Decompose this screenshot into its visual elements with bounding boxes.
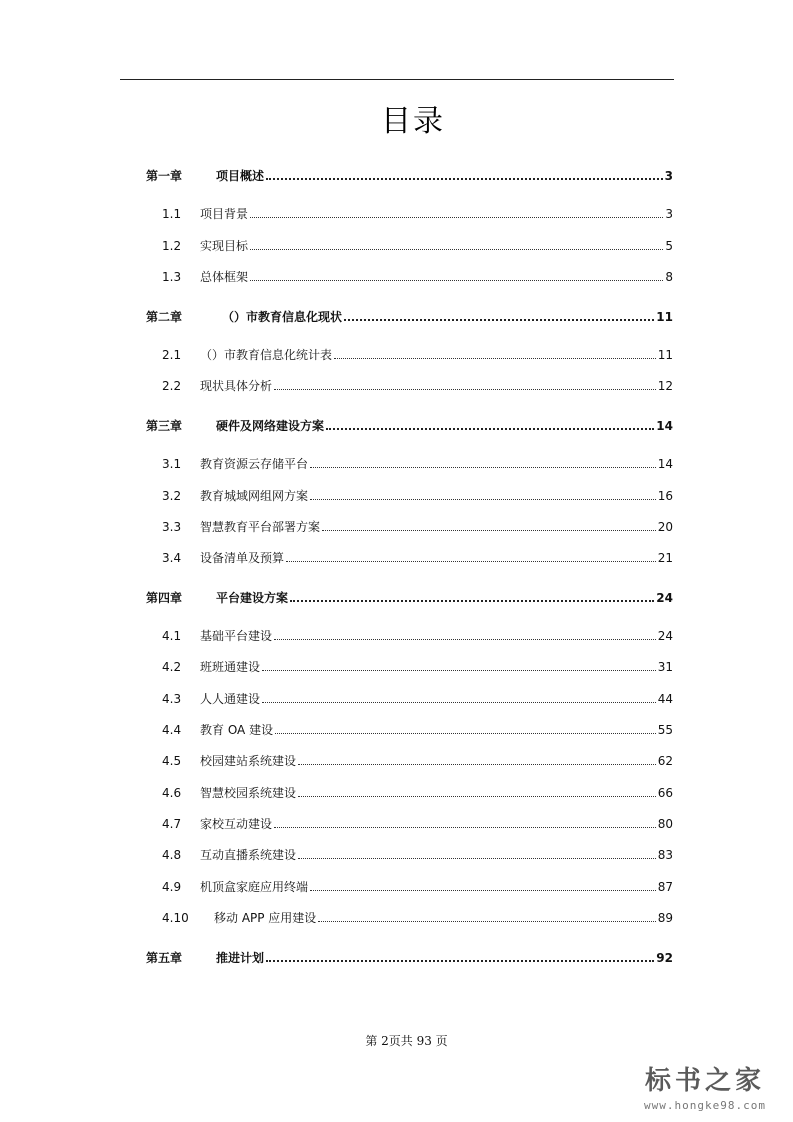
toc-entry-title: 移动 APP 应用建设 bbox=[214, 911, 317, 925]
dot-leader bbox=[326, 428, 654, 430]
dot-leader bbox=[322, 530, 656, 531]
toc-entry-number: 1.3 bbox=[162, 270, 182, 284]
header-rule bbox=[120, 79, 674, 80]
dot-leader bbox=[310, 467, 656, 468]
toc-entry-number: 2.1 bbox=[162, 348, 182, 362]
toc-page-number: 31 bbox=[657, 660, 673, 674]
toc-entry-title: 实现目标 bbox=[200, 239, 249, 253]
toc-page-number: 44 bbox=[657, 692, 673, 706]
toc-entry-number: 第二章 bbox=[146, 310, 183, 324]
toc-entry-number: 1.1 bbox=[162, 207, 182, 221]
page-footer: 第 2页共 93 页 bbox=[365, 1034, 448, 1048]
toc-section-row[interactable] bbox=[146, 816, 673, 832]
toc-entry-title: 家校互动建设 bbox=[200, 817, 273, 831]
toc-entry-number: 4.10 bbox=[162, 911, 189, 925]
toc-section-row[interactable] bbox=[146, 910, 673, 926]
toc-entry-title: 项目背景 bbox=[200, 207, 249, 221]
toc-section-row[interactable] bbox=[146, 269, 673, 285]
dot-leader bbox=[262, 702, 656, 703]
toc-entry-title: （）市教育信息化统计表 bbox=[200, 348, 333, 362]
toc-page-number: 3 bbox=[665, 207, 673, 221]
toc-entry-title: 人人通建设 bbox=[200, 692, 261, 706]
toc-page-number: 21 bbox=[657, 551, 673, 565]
toc-section-row[interactable] bbox=[146, 879, 673, 895]
toc-entry-number: 4.3 bbox=[162, 692, 182, 706]
toc-section-row[interactable] bbox=[146, 785, 673, 801]
toc-entry-title: 基础平台建设 bbox=[200, 629, 273, 643]
toc-entry-title: 智慧校园系统建设 bbox=[200, 786, 297, 800]
toc-page-number: 8 bbox=[665, 270, 673, 284]
toc-entry-number: 第三章 bbox=[146, 419, 183, 433]
toc-chapter-row[interactable] bbox=[146, 418, 673, 434]
watermark-url: www.hongke98.com bbox=[644, 1099, 766, 1112]
toc-chapter-row[interactable] bbox=[146, 950, 673, 966]
toc-page-number: 55 bbox=[657, 723, 673, 737]
toc-chapter-row[interactable] bbox=[146, 590, 673, 606]
toc-entry-number: 4.4 bbox=[162, 723, 182, 737]
toc-page-number: 66 bbox=[657, 786, 673, 800]
toc-page-number: 12 bbox=[657, 379, 673, 393]
toc-entry-title: 教育 OA 建设 bbox=[200, 723, 274, 737]
toc-page-number: 16 bbox=[657, 489, 673, 503]
toc-page-number: 89 bbox=[657, 911, 673, 925]
toc-entry-number: 4.8 bbox=[162, 848, 182, 862]
toc-entry-title: 互动直播系统建设 bbox=[200, 848, 297, 862]
dot-leader bbox=[298, 796, 656, 797]
toc-entry-title: 硬件及网络建设方案 bbox=[216, 419, 325, 433]
toc-page-number: 14 bbox=[657, 457, 673, 471]
toc-section-row[interactable] bbox=[146, 847, 673, 863]
toc-page-number: 20 bbox=[657, 520, 673, 534]
toc-section-row[interactable] bbox=[146, 753, 673, 769]
toc-entry-number: 3.3 bbox=[162, 520, 182, 534]
dot-leader bbox=[250, 249, 663, 250]
dot-leader bbox=[286, 561, 656, 562]
dot-leader bbox=[274, 639, 656, 640]
watermark-logo bbox=[625, 1060, 785, 1112]
toc-entry-title: 平台建设方案 bbox=[216, 591, 289, 605]
toc-entry-number: 第四章 bbox=[146, 591, 183, 605]
toc-section-row[interactable] bbox=[146, 378, 673, 394]
toc-chapter-row[interactable] bbox=[146, 168, 673, 184]
toc-section-row[interactable] bbox=[146, 519, 673, 535]
toc-entry-number: 4.5 bbox=[162, 754, 182, 768]
dot-leader bbox=[262, 670, 656, 671]
toc-section-row[interactable] bbox=[146, 206, 673, 222]
dot-leader bbox=[334, 358, 656, 359]
toc-page-number: 3 bbox=[664, 169, 673, 183]
toc-section-row[interactable] bbox=[146, 347, 673, 363]
toc-page-number: 92 bbox=[656, 951, 673, 965]
toc-section-row[interactable] bbox=[146, 456, 673, 472]
toc-section-row[interactable] bbox=[146, 550, 673, 566]
dot-leader bbox=[310, 890, 656, 891]
toc-page-number: 80 bbox=[657, 817, 673, 831]
toc-entry-number: 1.2 bbox=[162, 239, 182, 253]
toc-entry-number: 4.6 bbox=[162, 786, 182, 800]
toc-entry-number: 第五章 bbox=[146, 951, 183, 965]
toc-entry-number: 4.2 bbox=[162, 660, 182, 674]
toc-entry-title: 教育资源云存储平台 bbox=[200, 457, 309, 471]
toc-page-number: 24 bbox=[657, 629, 673, 643]
toc-section-row[interactable] bbox=[146, 238, 673, 254]
toc-entry-number: 2.2 bbox=[162, 379, 182, 393]
toc-section-row[interactable] bbox=[146, 722, 673, 738]
dot-leader bbox=[344, 319, 654, 321]
dot-leader bbox=[290, 600, 654, 602]
dot-leader bbox=[250, 280, 663, 281]
toc-chapter-row[interactable] bbox=[146, 309, 673, 325]
toc-entry-number: 4.9 bbox=[162, 880, 182, 894]
dot-leader bbox=[275, 733, 656, 734]
toc-entry-number: 3.4 bbox=[162, 551, 182, 565]
toc-entry-number: 4.7 bbox=[162, 817, 182, 831]
toc-page-number: 11 bbox=[656, 310, 673, 324]
toc-section-row[interactable] bbox=[146, 488, 673, 504]
dot-leader bbox=[298, 764, 656, 765]
toc-entry-title: 推进计划 bbox=[216, 951, 265, 965]
toc-entry-number: 3.2 bbox=[162, 489, 182, 503]
toc-section-row[interactable] bbox=[146, 659, 673, 675]
toc-page-number: 5 bbox=[665, 239, 673, 253]
toc-entry-title: 班班通建设 bbox=[200, 660, 261, 674]
toc-entry-title: 设备清单及预算 bbox=[200, 551, 285, 565]
toc-entry-title: （）市教育信息化现状 bbox=[222, 310, 343, 324]
toc-page-number: 87 bbox=[657, 880, 673, 894]
toc-entry-title: 机顶盒家庭应用终端 bbox=[200, 880, 309, 894]
toc-entry-number: 3.1 bbox=[162, 457, 182, 471]
toc-entry-title: 智慧教育平台部署方案 bbox=[200, 520, 321, 534]
toc-page-number: 11 bbox=[657, 348, 673, 362]
toc-entry-title: 现状具体分析 bbox=[200, 379, 273, 393]
dot-leader bbox=[310, 499, 656, 500]
page-title: 目录 bbox=[381, 104, 445, 139]
toc-page-number: 83 bbox=[657, 848, 673, 862]
dot-leader bbox=[250, 217, 663, 218]
dot-leader bbox=[274, 389, 656, 390]
toc-entry-number: 第一章 bbox=[146, 169, 183, 183]
dot-leader bbox=[298, 858, 656, 859]
toc-section-row[interactable] bbox=[146, 691, 673, 707]
toc-section-row[interactable] bbox=[146, 628, 673, 644]
toc-entry-number: 4.1 bbox=[162, 629, 182, 643]
toc-entry-title: 校园建站系统建设 bbox=[200, 754, 297, 768]
toc-page-number: 24 bbox=[656, 591, 673, 605]
toc-entry-title: 项目概述 bbox=[216, 169, 265, 183]
toc-page-number: 62 bbox=[657, 754, 673, 768]
dot-leader bbox=[274, 827, 656, 828]
toc-page-number: 14 bbox=[656, 419, 673, 433]
dot-leader bbox=[318, 921, 655, 922]
dot-leader bbox=[266, 178, 663, 180]
watermark-brand: 标书之家 bbox=[644, 1066, 765, 1096]
dot-leader bbox=[266, 960, 654, 962]
toc-entry-title: 总体框架 bbox=[200, 270, 249, 284]
toc-entry-title: 教育城域网组网方案 bbox=[200, 489, 309, 503]
